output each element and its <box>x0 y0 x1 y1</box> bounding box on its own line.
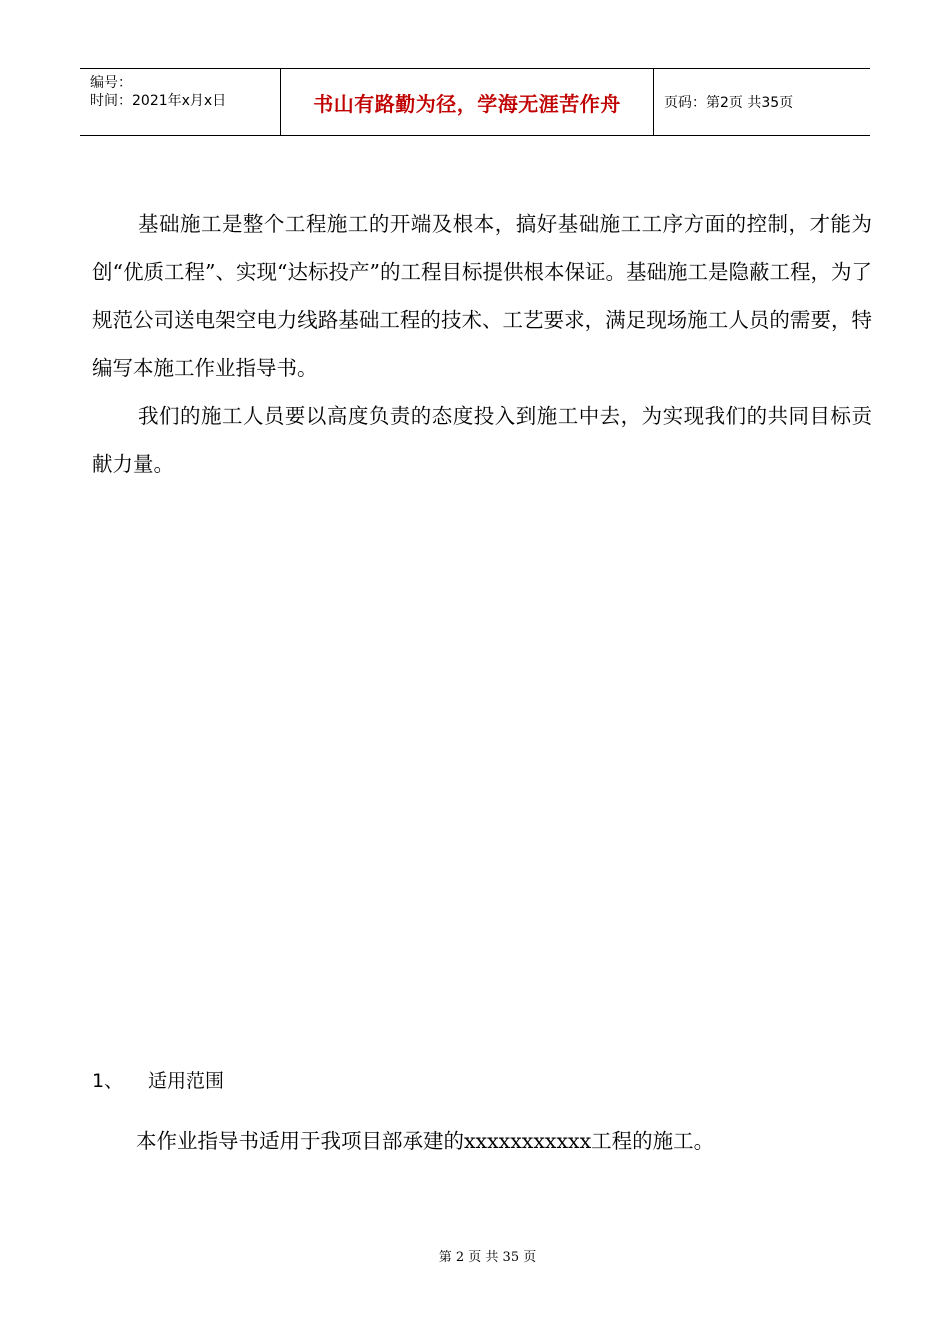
section-title: 适用范围 <box>148 1070 225 1092</box>
section-number: 1、 <box>92 1070 124 1092</box>
header-motto: 书山有路勤为径，学海无涯苦作舟 <box>281 69 654 135</box>
header-page-info: 页码：第2页 共35页 <box>664 95 794 111</box>
document-number-label: 编号： <box>90 75 132 91</box>
header-meta <box>80 69 281 135</box>
page-footer: 第 2 页 共 35 页 <box>438 1250 537 1265</box>
page-header <box>80 68 870 136</box>
section-paragraph: 本作业指导书适用于我项目部承建的xxxxxxxxxxx工程的施工。 <box>136 1129 715 1153</box>
document-body <box>92 200 872 488</box>
body-paragraph: 我们的施工人员要以高度负责的态度投入到施工中去，为实现我们的共同目标贡献力量。 <box>92 404 872 476</box>
document-date: 时间：2021年x月x日 <box>90 93 227 109</box>
body-paragraph: 基础施工是整个工程施工的开端及根本，搞好基础施工工序方面的控制，才能为创“优质工程”、实现“达标投产”的工程目标提供根本保证。基础施工是隐蔽工程，为了规范公司送电架空电力线路基础工程的技术、工艺要求，满足现场施工人员的需要，特编写本施工作业指导书。 <box>92 212 872 380</box>
section-heading <box>92 1066 224 1093</box>
